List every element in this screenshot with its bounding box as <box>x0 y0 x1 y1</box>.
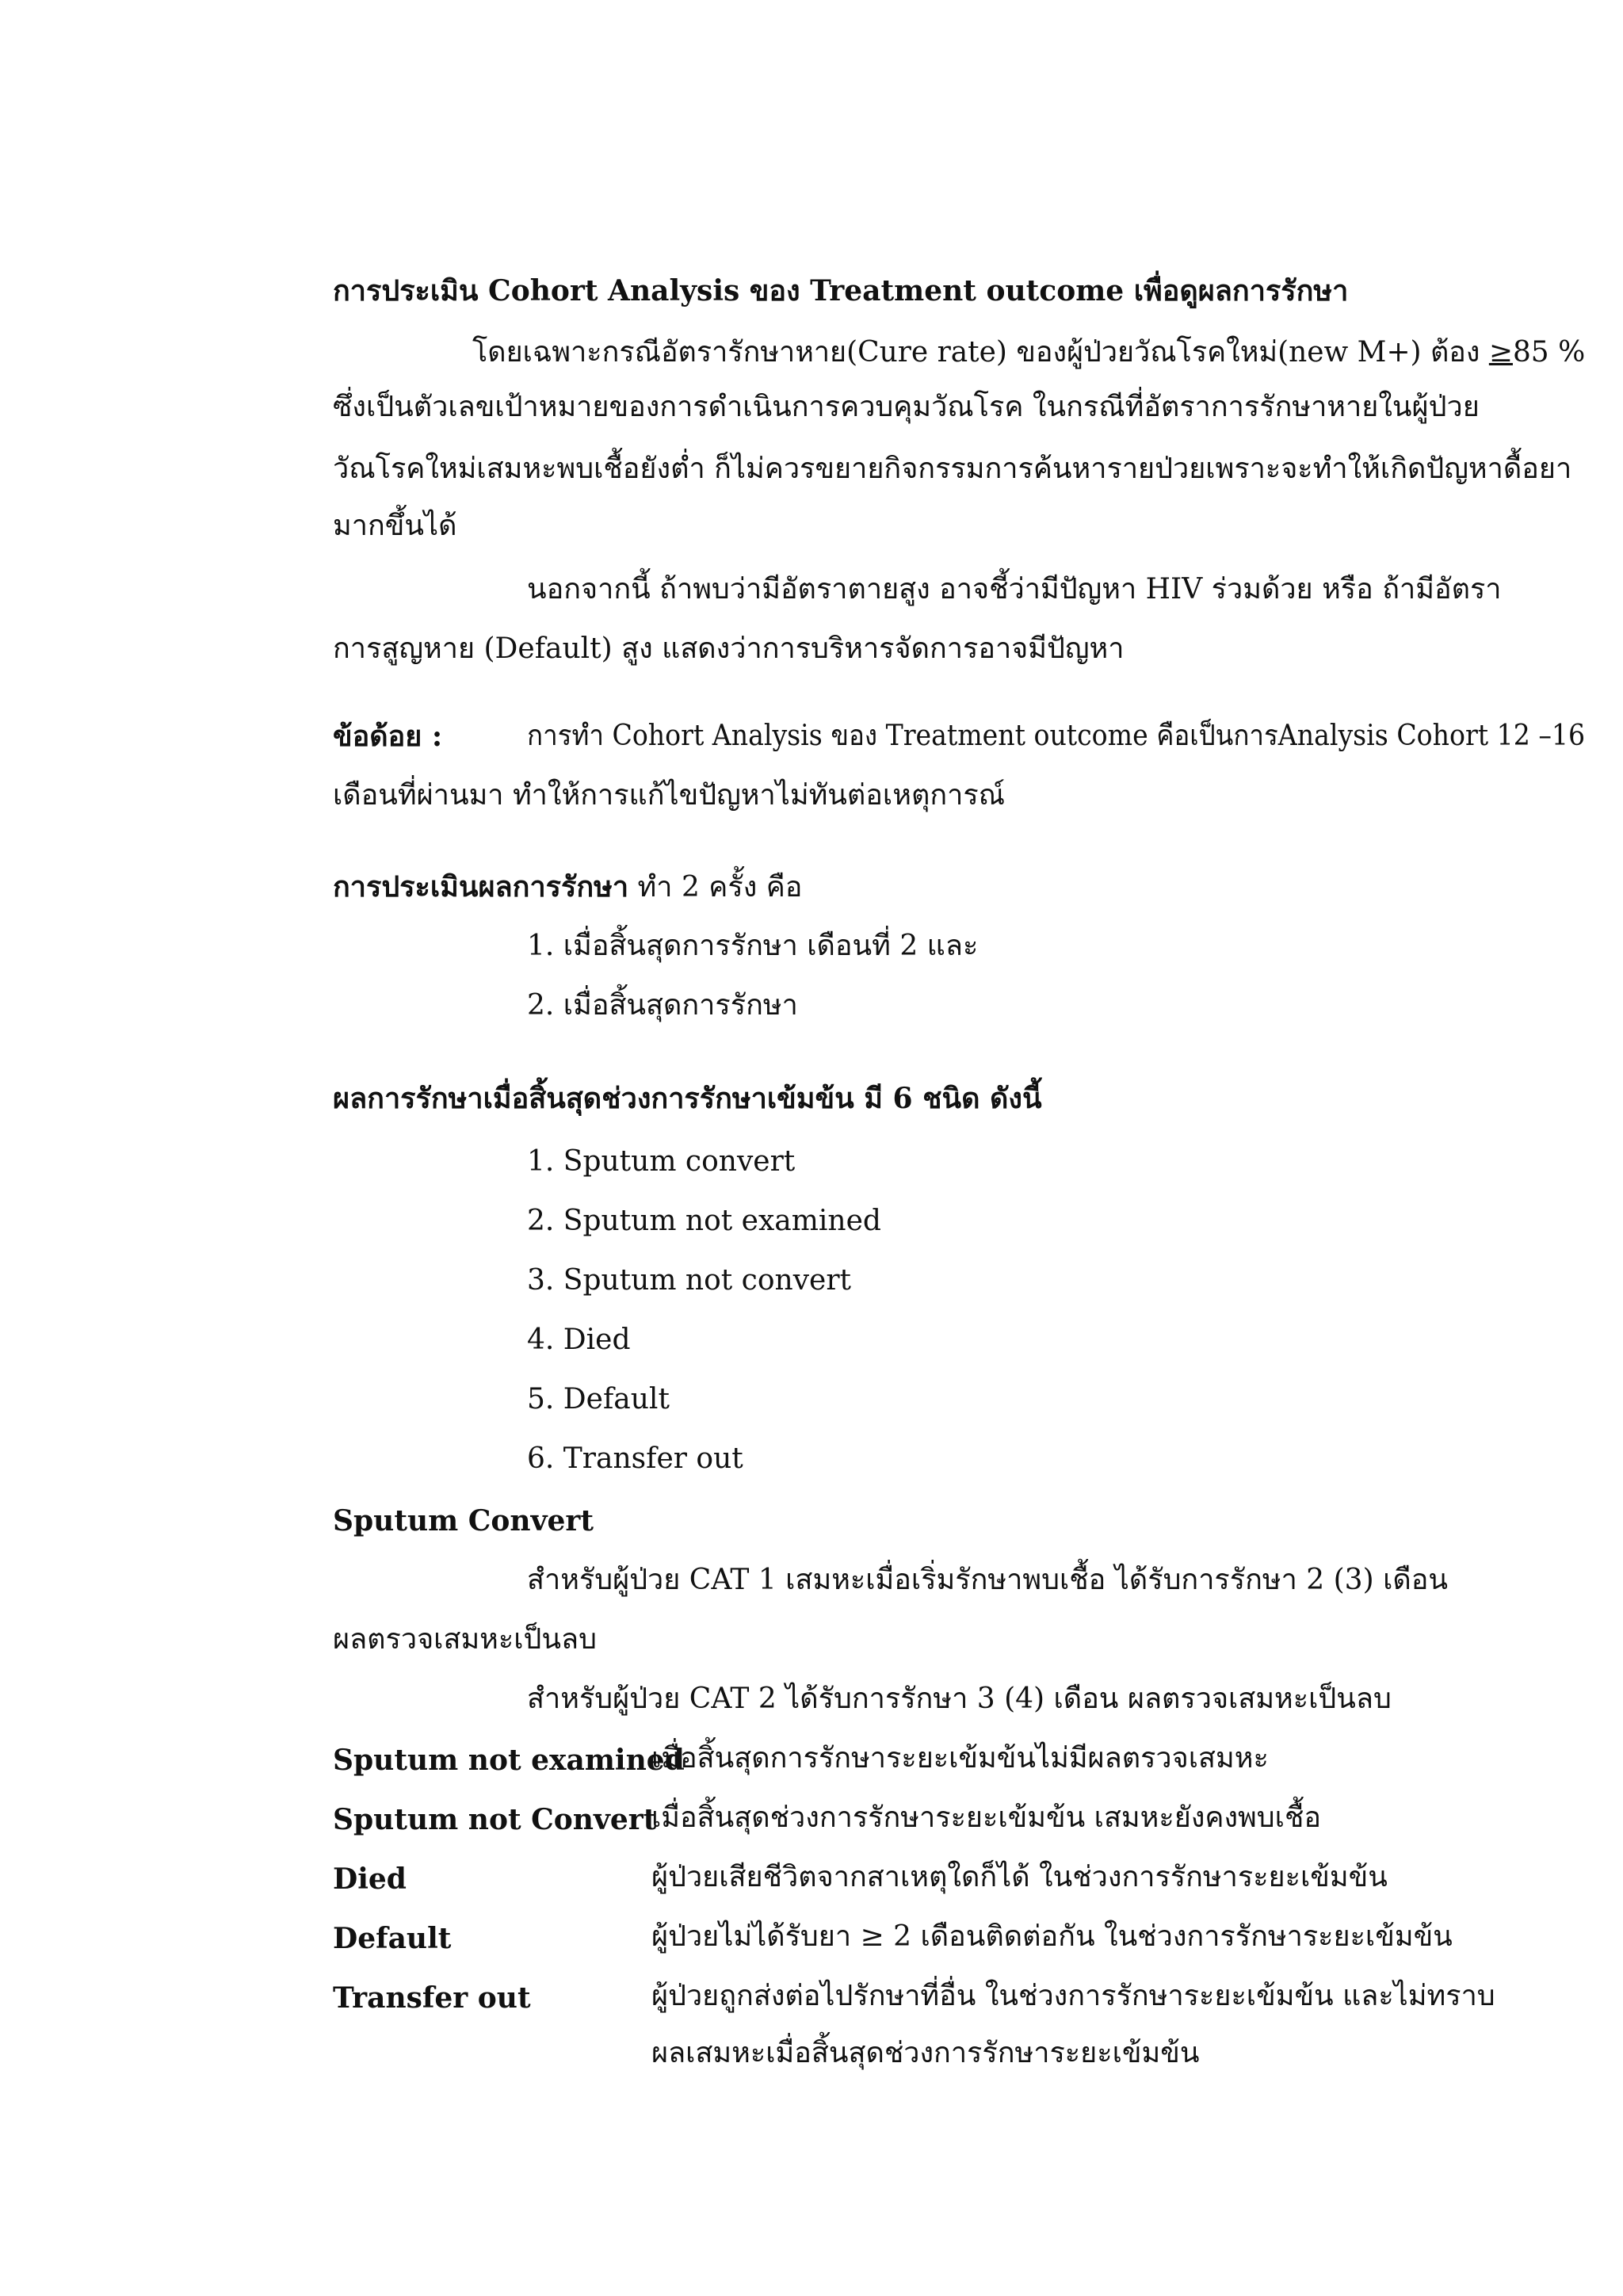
definition-desc: ผู้ป่วยเสียชีวิตจากสาเหตุใดก็ได้ ในช่วงการรักษาระยะเข้มข้น <box>651 1861 1388 1893</box>
definition-term: Default <box>333 1922 452 1955</box>
geq-symbol: ≥ <box>1488 336 1513 369</box>
outcome-item: 4. Died <box>527 1324 631 1356</box>
assessment-heading-bold: การประเมินผลการรักษา <box>333 870 629 904</box>
assessment-heading <box>333 868 802 907</box>
definition-desc: ผู้ป่วยถูกส่งต่อไปรักษาที่อื่น ในช่วงการรักษาระยะเข้มข้น และไม่ทราบ <box>651 1980 1495 2012</box>
heading-evaluation: การประเมิน Cohort Analysis ของ Treatment outcome เพื่อดูผลการรักษา <box>333 274 1349 308</box>
paragraph-1-line-2: ซึ่งเป็นตัวเลขเป้าหมายของการดำเนินการควบคุมวัณโรค ในกรณีที่อัตราการรักษาหายในผู้ป่วย <box>333 391 1480 423</box>
drawback-label: ข้อด้อย : <box>333 720 443 753</box>
drawback-line-2: เดือนที่ผ่านมา ทำให้การแก้ไขปัญหาไม่ทันต่อเหตุการณ์ <box>333 779 1006 812</box>
assessment-item: 1. เมื่อสิ้นสุดการรักษา เดือนที่ 2 และ <box>527 930 979 962</box>
outcome-item: 3. Sputum not convert <box>527 1264 852 1297</box>
definition-desc: เมื่อสิ้นสุดช่วงการรักษาระยะเข้มข้น เสมหะยังคงพบเชื้อ <box>651 1801 1321 1834</box>
definition-term: Died <box>333 1862 407 1896</box>
sputum-convert-line-3: สำหรับผู้ป่วย CAT 2 ได้รับการรักษา 3 (4) เดือน ผลตรวจเสมหะเป็นลบ <box>527 1683 1392 1715</box>
outcomes-heading: ผลการรักษาเมื่อสิ้นสุดช่วงการรักษาเข้มข้น มี 6 ชนิด ดังนี้ <box>333 1082 1042 1115</box>
p1-target-value: 85 % <box>1512 336 1586 369</box>
outcome-item: 6. Transfer out <box>527 1442 743 1475</box>
p1-line1-text: โดยเฉพาะกรณีอัตรารักษาหาย(Cure rate) ของผู้ป่วยวัณโรคใหม่(new M+) ต้อง <box>472 336 1489 369</box>
sputum-convert-line-1: สำหรับผู้ป่วย CAT 1 เสมหะเมื่อเริ่มรักษาพบเชื้อ ได้รับการรักษา 2 (3) เดือน <box>527 1564 1448 1596</box>
assessment-heading-rest: ทำ 2 ครั้ง คือ <box>628 871 803 904</box>
definition-term: Transfer out <box>333 1981 531 2015</box>
sputum-convert-heading: Sputum Convert <box>333 1504 594 1538</box>
paragraph-1-line-1 <box>472 334 1585 372</box>
paragraph-1-line-4: มากขึ้นได้ <box>333 510 457 542</box>
paragraph-1-line-3: วัณโรคใหม่เสมหะพบเชื้อยังต่ำ ก็ไม่ควรขยายกิจกรรมการค้นหารายป่วยเพราะจะทำให้เกิดปัญหาดื้อยา <box>333 453 1572 485</box>
paragraph-2-line-1: นอกจากนี้ ถ้าพบว่ามีอัตราตายสูง อาจชี้ว่ามีปัญหา HIV ร่วมด้วย หรือ ถ้ามีอัตรา <box>527 573 1502 606</box>
definition-desc-continued: ผลเสมหะเมื่อสิ้นสุดช่วงการรักษาระยะเข้มข้น <box>651 2037 1200 2069</box>
definition-desc: ผู้ป่วยไม่ได้รับยา ≥ 2 เดือนติดต่อกัน ในช่วงการรักษาระยะเข้มข้น <box>651 1920 1453 1953</box>
outcome-item: 1. Sputum convert <box>527 1145 796 1178</box>
definition-term: Sputum not examined <box>333 1744 685 1777</box>
definition-desc: เมื่อสิ้นสุดการรักษาระยะเข้มข้นไม่มีผลตรวจเสมหะ <box>651 1742 1269 1775</box>
paragraph-2-line-2: การสูญหาย (Default) สูง แสดงว่าการบริหารจัดการอาจมีปัญหา <box>333 632 1125 665</box>
outcome-item: 2. Sputum not examined <box>527 1205 881 1237</box>
outcome-item: 5. Default <box>527 1383 670 1415</box>
drawback-line-1: การทำ Cohort Analysis ของ Treatment outcome คือเป็นการAnalysis Cohort 12 –16 <box>527 720 1586 752</box>
assessment-item: 2. เมื่อสิ้นสุดการรักษา <box>527 989 798 1022</box>
definition-term: Sputum not Convert <box>333 1803 657 1836</box>
sputum-convert-line-2: ผลตรวจเสมหะเป็นลบ <box>333 1623 597 1656</box>
